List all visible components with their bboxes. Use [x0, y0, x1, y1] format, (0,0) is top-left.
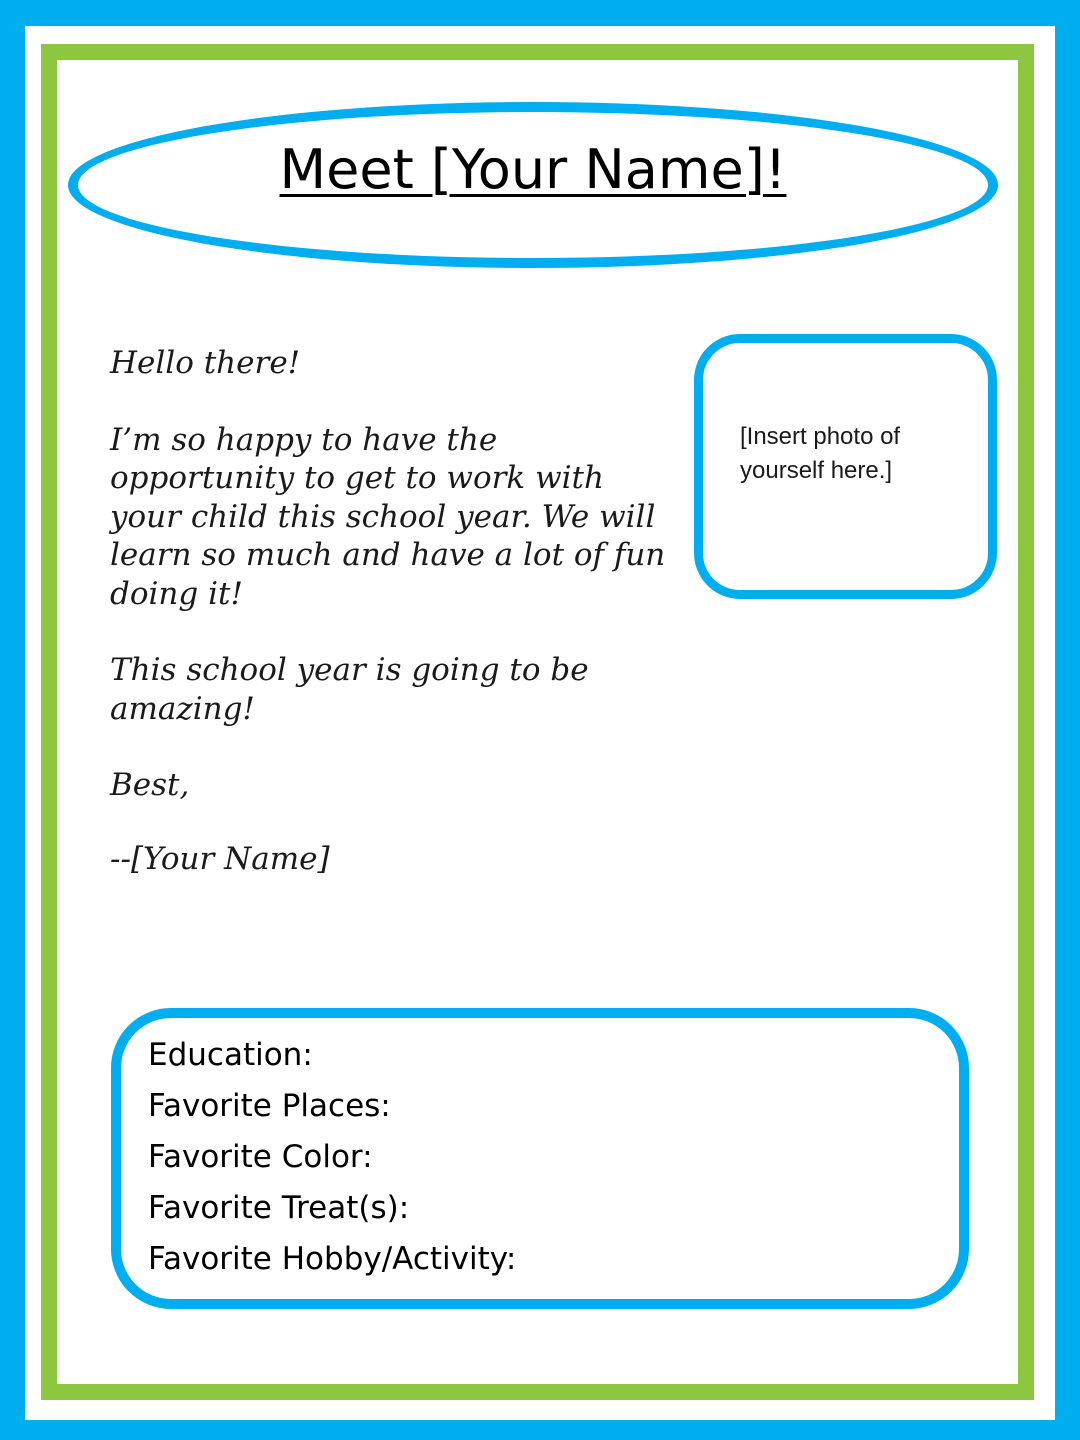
page-title: Meet [Your Name]! — [279, 138, 787, 201]
letter-closing: Best, — [110, 767, 190, 803]
info-field-favorite-color: Favorite Color: — [148, 1139, 373, 1175]
letter-signature: --[Your Name] — [110, 840, 330, 877]
letter-body — [110, 344, 670, 878]
photo-placeholder-text: [Insert photo of yourself here.] — [740, 423, 901, 484]
info-field-favorite-places: Favorite Places: — [148, 1088, 391, 1124]
letter-paragraph-1: I’m so happy to have the opportunity to get to work with your child this school year. We will learn so much and have a lot of fun doing it! — [110, 421, 666, 612]
letter-greeting: Hello there! — [110, 345, 301, 381]
letter-paragraph-2: This school year is going to be amazing! — [110, 652, 589, 727]
info-field-favorite-treats: Favorite Treat(s): — [148, 1190, 410, 1226]
info-field-favorite-hobby: Favorite Hobby/Activity: — [148, 1241, 517, 1277]
info-list — [148, 1030, 516, 1285]
info-field-education: Education: — [148, 1037, 313, 1073]
